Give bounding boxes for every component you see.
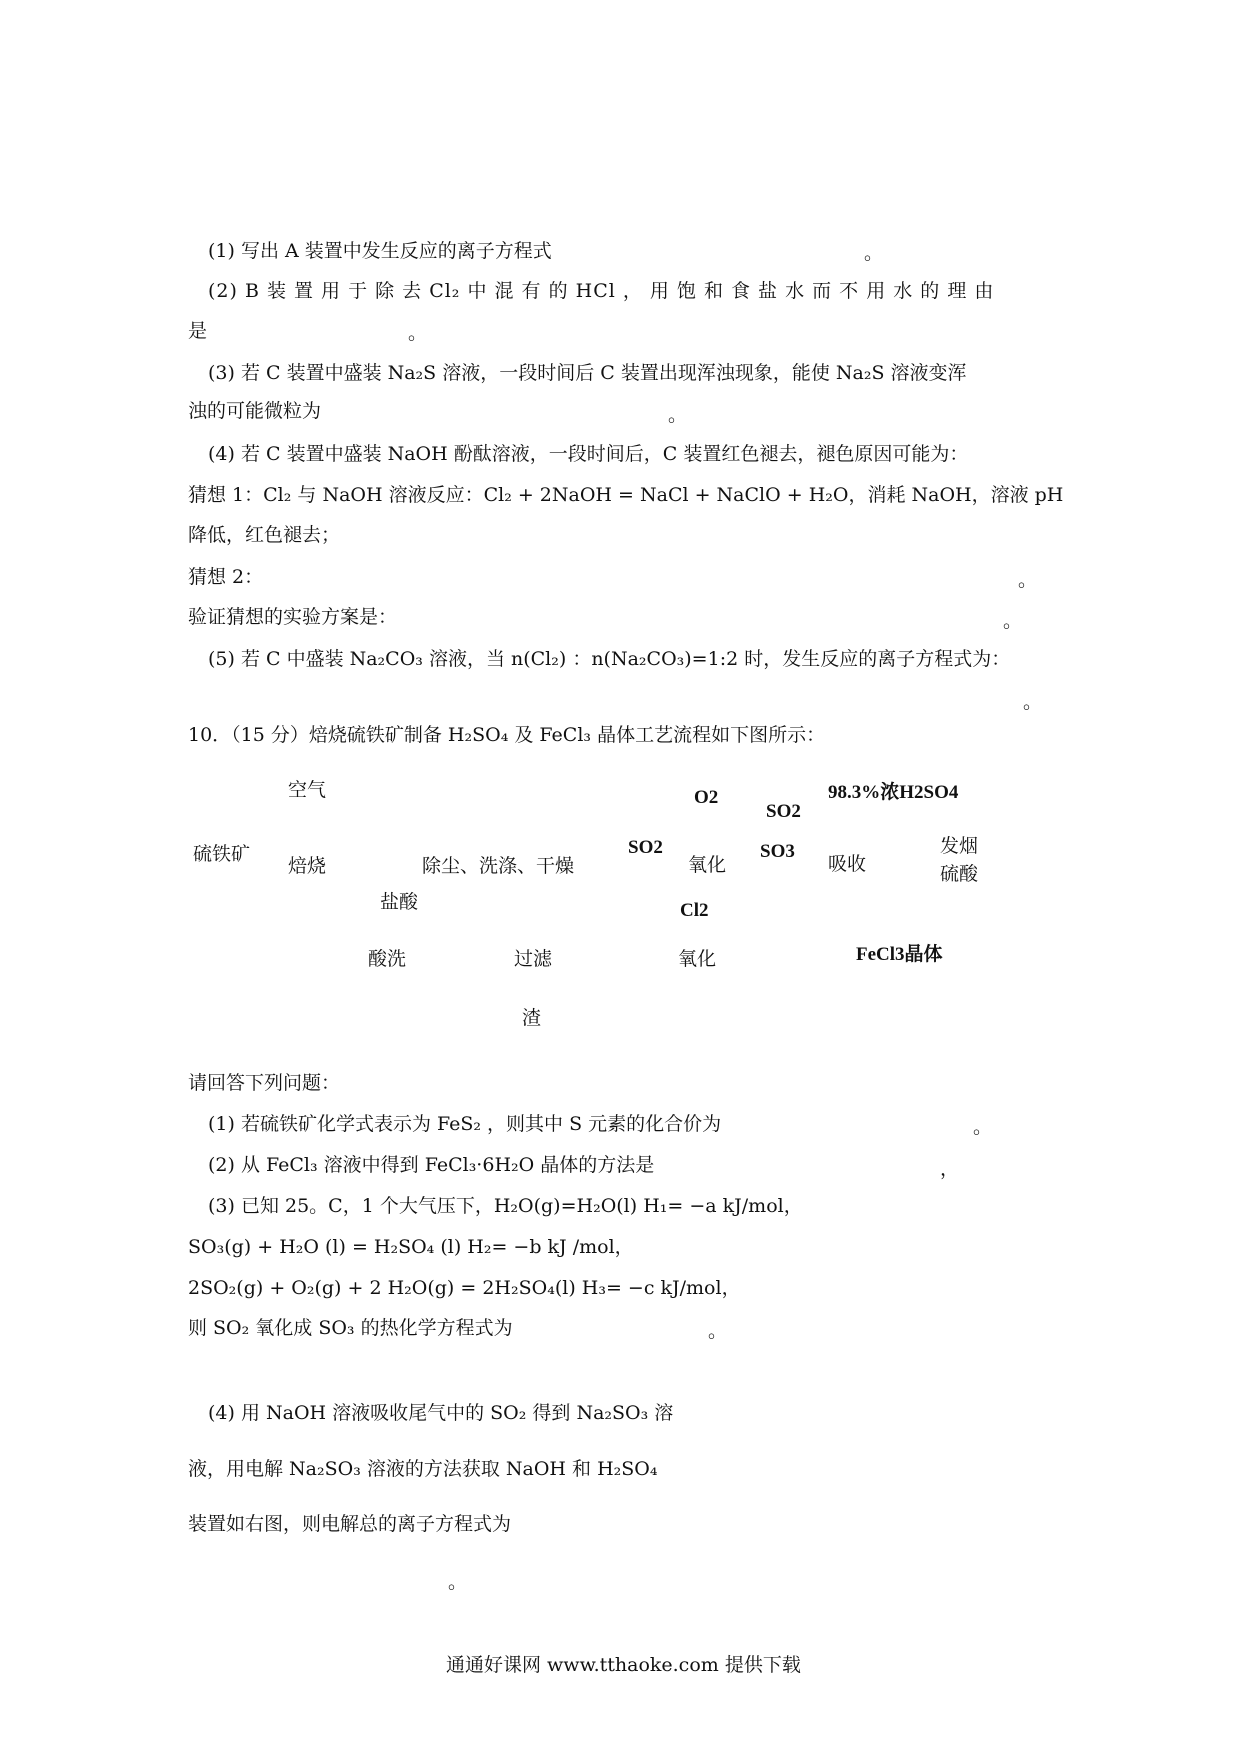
flow-acid-wash: 酸洗 — [368, 948, 407, 970]
q10-part2: (2) 从 FeCl₃ 溶液中得到 FeCl₃·6H₂O 晶体的方法是 — [208, 1154, 655, 1176]
q9-part3-end: 。 — [668, 404, 688, 426]
flow-filter: 过滤 — [514, 948, 553, 970]
flow-oxidize-2: 氧化 — [678, 948, 717, 970]
q10-part4-line2: 液，用电解 Na₂SO₃ 溶液的方法获取 NaOH 和 H₂SO₄ — [188, 1458, 658, 1480]
q9-part2-line1: (2) B 装 置 用 于 除 去 Cl₂ 中 混 有 的 HCl ， 用 饱 和 食 盐 水 而 不 用 水 的 理 由 — [208, 280, 995, 302]
q9-part2-end: 。 — [408, 322, 428, 344]
q9-part4-line1: (4) 若 C 装置中盛装 NaOH 酚酞溶液，一段时间后，C 装置红色褪去，褪色原因可能为： — [208, 443, 969, 465]
flow-so2-a: SO2 — [628, 837, 663, 858]
q9-guess1-line1: 猜想 1：Cl₂ 与 NaOH 溶液反应：Cl₂ + 2NaOH = NaCl + NaClO + H₂O，消耗 NaOH，溶液 pH — [188, 484, 1064, 506]
q9-guess2-end: 。 — [1018, 569, 1038, 591]
flow-conc-h2so4: 98.3%浓H2SO4 — [828, 782, 959, 803]
q10-prompt: 请回答下列问题： — [188, 1072, 341, 1094]
q10-part3-line2: SO₃(g) + H₂O (l) = H₂SO₄ (l) H₂= −b kJ /mol， — [188, 1236, 634, 1258]
q9-guess1-line2: 降低，红色褪去； — [188, 524, 341, 546]
q10-part3-line1: (3) 已知 25。C，1 个大气压下，H₂O(g)=H₂O(l) H₁= −a kJ/mol， — [208, 1195, 803, 1217]
q10-part4-line1: (4) 用 NaOH 溶液吸收尾气中的 SO₂ 得到 Na₂SO₃ 溶 — [208, 1402, 674, 1424]
flow-fecl3-crystal: FeCl3晶体 — [856, 944, 943, 965]
q9-part5-end: 。 — [1023, 691, 1043, 713]
q9-part3-line1: (3) 若 C 装置中盛装 Na₂S 溶液，一段时间后 C 装置出现浑浊现象，能使 Na₂S 溶液变浑 — [208, 362, 967, 384]
flow-residue: 渣 — [522, 1007, 542, 1029]
flow-so3: SO3 — [760, 841, 795, 862]
flow-air: 空气 — [288, 779, 327, 801]
q10-part3-line4: 则 SO₂ 氧化成 SO₃ 的热化学方程式为 — [188, 1317, 513, 1339]
q10-part3-line3: 2SO₂(g) + O₂(g) + 2 H₂O(g) = 2H₂SO₄(l) H₃= −c kJ/mol， — [188, 1277, 741, 1299]
q10-title: 10．（15 分）焙烧硫铁矿制备 H₂SO₄ 及 FeCl₃ 晶体工艺流程如下图所示： — [188, 724, 826, 746]
q9-part3-line2: 浊的可能微粒为 — [188, 400, 322, 422]
page-footer: 通通好课网 www.tthaoke.com 提供下载 — [446, 1654, 801, 1676]
flow-absorb: 吸收 — [828, 853, 867, 875]
q9-part2-line2: 是 — [188, 320, 208, 342]
q9-part1: (1) 写出 A 装置中发生反应的离子方程式 — [208, 240, 552, 262]
flow-cl2: Cl2 — [680, 900, 709, 921]
flow-sulfuric-acid: 硫酸 — [940, 863, 979, 885]
flow-so2-b: SO2 — [766, 801, 801, 822]
flow-dust-wash-dry: 除尘、洗涤、干燥 — [422, 855, 575, 877]
flow-oxidize-1: 氧化 — [688, 854, 727, 876]
q9-part1-end: 。 — [864, 242, 884, 264]
flow-fuming: 发烟 — [940, 835, 979, 857]
q10-part2-end: ， — [940, 1158, 960, 1180]
flow-hcl: 盐酸 — [380, 891, 419, 913]
q10-part1: (1) 若硫铁矿化学式表示为 FeS₂ ，则其中 S 元素的化合价为 — [208, 1113, 722, 1135]
q9-part5: (5) 若 C 中盛装 Na₂CO₃ 溶液，当 n(Cl₂) ：n(Na₂CO₃)=1:2 时，发生反应的离子方程式为： — [208, 648, 1011, 670]
q10-part3-end: 。 — [708, 1320, 728, 1342]
flow-pyrite: 硫铁矿 — [193, 843, 251, 865]
q10-part1-end: 。 — [973, 1116, 993, 1138]
q9-guess2: 猜想 2： — [188, 566, 264, 588]
flow-roast: 焙烧 — [288, 855, 327, 877]
q10-part4-line3: 装置如右图，则电解总的离子方程式为 — [188, 1513, 512, 1535]
q9-verify-end: 。 — [1003, 610, 1023, 632]
q10-part4-end: 。 — [448, 1571, 468, 1593]
flow-o2: O2 — [694, 787, 719, 808]
q9-verify: 验证猜想的实验方案是： — [188, 606, 398, 628]
